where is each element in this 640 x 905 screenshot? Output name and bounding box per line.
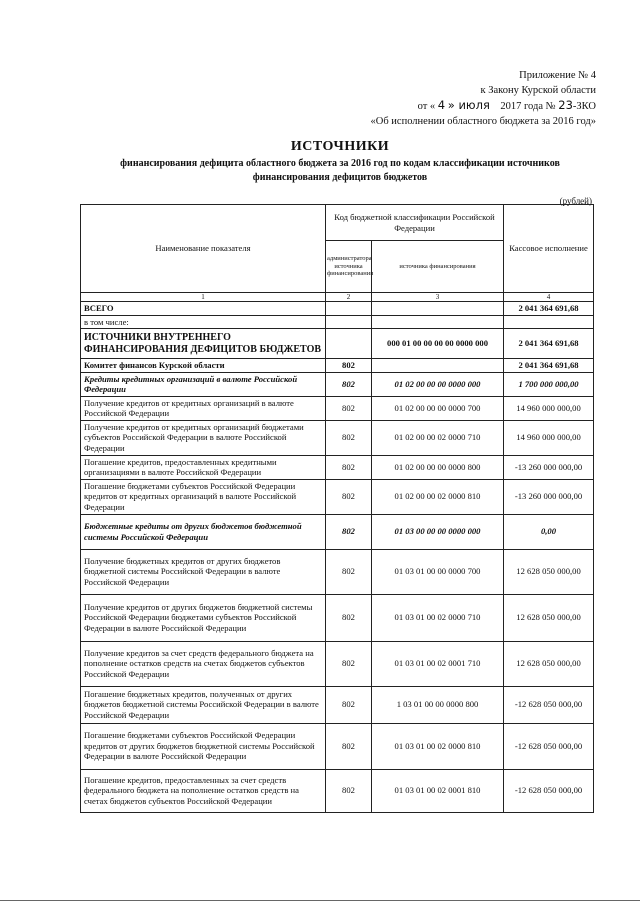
appendix-law-title: «Об исполнении областного бюджета за 2016 год» xyxy=(370,115,596,127)
row-source-code xyxy=(372,302,504,316)
row-amount: -12 628 050 000,00 xyxy=(504,686,594,723)
table-row xyxy=(81,514,594,549)
header-source: источника финансирования xyxy=(372,241,504,293)
table-row xyxy=(81,455,594,479)
row-name: Погашение кредитов, предоставленных кредитными организациями в валюте Российской Федерации xyxy=(81,455,326,479)
appendix-law-number: 23 xyxy=(558,98,573,112)
row-admin-code: 802 xyxy=(326,372,372,396)
row-amount: -12 628 050 000,00 xyxy=(504,769,594,812)
row-amount: -13 260 000 000,00 xyxy=(504,479,594,514)
table-row xyxy=(81,359,594,373)
row-source-code: 01 02 00 00 00 0000 000 xyxy=(372,372,504,396)
row-admin-code xyxy=(326,302,372,316)
row-name: Получение кредитов от кредитных организаций в валюте Российской Федерации xyxy=(81,396,326,420)
row-name: Получение кредитов за счет средств федерального бюджета на пополнение остатков средств на счетах бюджетов субъектов Российской Федерации xyxy=(81,641,326,686)
table-row xyxy=(81,396,594,420)
table-row xyxy=(81,686,594,723)
header-admin: администратора источника финансирования xyxy=(326,241,372,293)
table-row xyxy=(81,549,594,594)
row-amount: 2 041 364 691,68 xyxy=(504,329,594,359)
row-source-code: 01 03 01 00 02 0001 810 xyxy=(372,769,504,812)
table-row xyxy=(81,479,594,514)
row-source-code: 01 02 00 00 02 0000 810 xyxy=(372,479,504,514)
row-amount: 12 628 050 000,00 xyxy=(504,641,594,686)
row-admin-code: 802 xyxy=(326,769,372,812)
row-admin-code: 802 xyxy=(326,641,372,686)
appendix-number: Приложение № 4 xyxy=(519,70,596,81)
row-name: Получение кредитов от кредитных организаций бюджетами субъектов Российской Федерации в валюте Российской Федерации xyxy=(81,420,326,455)
row-name: Получение бюджетных кредитов от других бюджетов бюджетной системы Российской Федерации в валюте Российской Федерации xyxy=(81,549,326,594)
row-source-code: 01 02 00 00 02 0000 710 xyxy=(372,420,504,455)
appendix-law: к Закону Курской области xyxy=(480,84,596,96)
row-name: Комитет финансов Курской области xyxy=(81,359,326,373)
row-amount: 14 960 000 000,00 xyxy=(504,420,594,455)
row-source-code: 01 03 01 00 02 0001 710 xyxy=(372,641,504,686)
row-source-code: 01 03 00 00 00 0000 000 xyxy=(372,514,504,549)
row-source-code xyxy=(372,359,504,373)
document-title: ИСТОЧНИКИ xyxy=(290,139,390,154)
appendix-date: от « 4 » июля 2017 года № 23-ЗКО xyxy=(417,98,596,112)
row-amount: 12 628 050 000,00 xyxy=(504,549,594,594)
row-name: ВСЕГО xyxy=(81,302,326,316)
header-exec: Кассовое исполнение xyxy=(504,205,594,293)
row-admin-code: 802 xyxy=(326,359,372,373)
row-name: Бюджетные кредиты от других бюджетов бюджетной системы Российской Федерации xyxy=(81,514,326,549)
row-amount: -13 260 000 000,00 xyxy=(504,455,594,479)
table-row xyxy=(81,302,594,316)
row-name: Погашение бюджетных кредитов, полученных от других бюджетов бюджетной системы Российской Федерации в валюте Российской Федерации xyxy=(81,686,326,723)
row-source-code: 000 01 00 00 00 00 0000 000 xyxy=(372,329,504,359)
sources-table xyxy=(80,204,594,813)
row-admin-code: 802 xyxy=(326,396,372,420)
row-name: Погашение бюджетами субъектов Российской Федерации кредитов от кредитных организаций в валюте Российской Федерации xyxy=(81,479,326,514)
row-name: Погашение бюджетами субъектов Российской Федерации кредитов от других бюджетов бюджетной системы Российской Федерации в валюте Российской Федерации xyxy=(81,723,326,769)
index-row: 1 2 3 4 xyxy=(81,293,594,302)
row-admin-code: 802 xyxy=(326,686,372,723)
header-code-group: Код бюджетной классификации Российской Федерации xyxy=(326,205,504,241)
row-amount: 12 628 050 000,00 xyxy=(504,594,594,641)
row-source-code: 01 02 00 00 00 0000 800 xyxy=(372,455,504,479)
table-row xyxy=(81,594,594,641)
row-source-code: 01 03 01 00 02 0000 810 xyxy=(372,723,504,769)
table-row xyxy=(81,372,594,396)
page-bottom-edge xyxy=(0,900,640,901)
document-subtitle: финансирования дефицита областного бюджета за 2016 год по кодам классификации источников финансирования дефицитов бюджетов xyxy=(120,158,560,183)
row-source-code xyxy=(372,315,504,329)
row-name: ИСТОЧНИКИ ВНУТРЕННЕГО ФИНАНСИРОВАНИЯ ДЕФИЦИТОВ БЮДЖЕТОВ xyxy=(81,329,326,359)
row-source-code: 1 03 01 00 00 0000 800 xyxy=(372,686,504,723)
row-amount: 0,00 xyxy=(504,514,594,549)
header-name: Наименование показателя xyxy=(81,205,326,293)
row-source-code: 01 03 01 00 02 0000 710 xyxy=(372,594,504,641)
row-amount: 14 960 000 000,00 xyxy=(504,396,594,420)
units-label: (рублей) xyxy=(559,196,592,206)
table-row xyxy=(81,420,594,455)
appendix-day: 4 xyxy=(437,98,446,112)
row-admin-code: 802 xyxy=(326,479,372,514)
row-admin-code: 802 xyxy=(326,723,372,769)
row-amount: 1 700 000 000,00 xyxy=(504,372,594,396)
row-admin-code: 802 xyxy=(326,514,372,549)
row-admin-code: 802 xyxy=(326,455,372,479)
table-row xyxy=(81,315,594,329)
row-admin-code xyxy=(326,315,372,329)
row-name: Получение кредитов от других бюджетов бюджетной системы Российской Федерации бюджетами субъектов Российской Федерации в валюте Российской Федерации xyxy=(81,594,326,641)
row-source-code: 01 02 00 00 00 0000 700 xyxy=(372,396,504,420)
table-row xyxy=(81,769,594,812)
row-admin-code: 802 xyxy=(326,594,372,641)
table-row xyxy=(81,641,594,686)
row-name: Кредиты кредитных организаций в валюте Российской Федерации xyxy=(81,372,326,396)
table-row xyxy=(81,723,594,769)
row-amount: 2 041 364 691,68 xyxy=(504,302,594,316)
row-admin-code: 802 xyxy=(326,549,372,594)
row-amount: -12 628 050 000,00 xyxy=(504,723,594,769)
table-row xyxy=(81,329,594,359)
appendix-header xyxy=(266,69,596,129)
row-amount: 2 041 364 691,68 xyxy=(504,359,594,373)
row-admin-code: 802 xyxy=(326,420,372,455)
row-amount xyxy=(504,315,594,329)
row-name: Погашение кредитов, предоставленных за счет средств федерального бюджета на пополнение остатков средств на счетах бюджетов субъектов Российской Федерации xyxy=(81,769,326,812)
appendix-month: » июля xyxy=(447,98,490,112)
row-source-code: 01 03 01 00 00 0000 700 xyxy=(372,549,504,594)
row-name: в том числе: xyxy=(81,315,326,329)
row-admin-code xyxy=(326,329,372,359)
